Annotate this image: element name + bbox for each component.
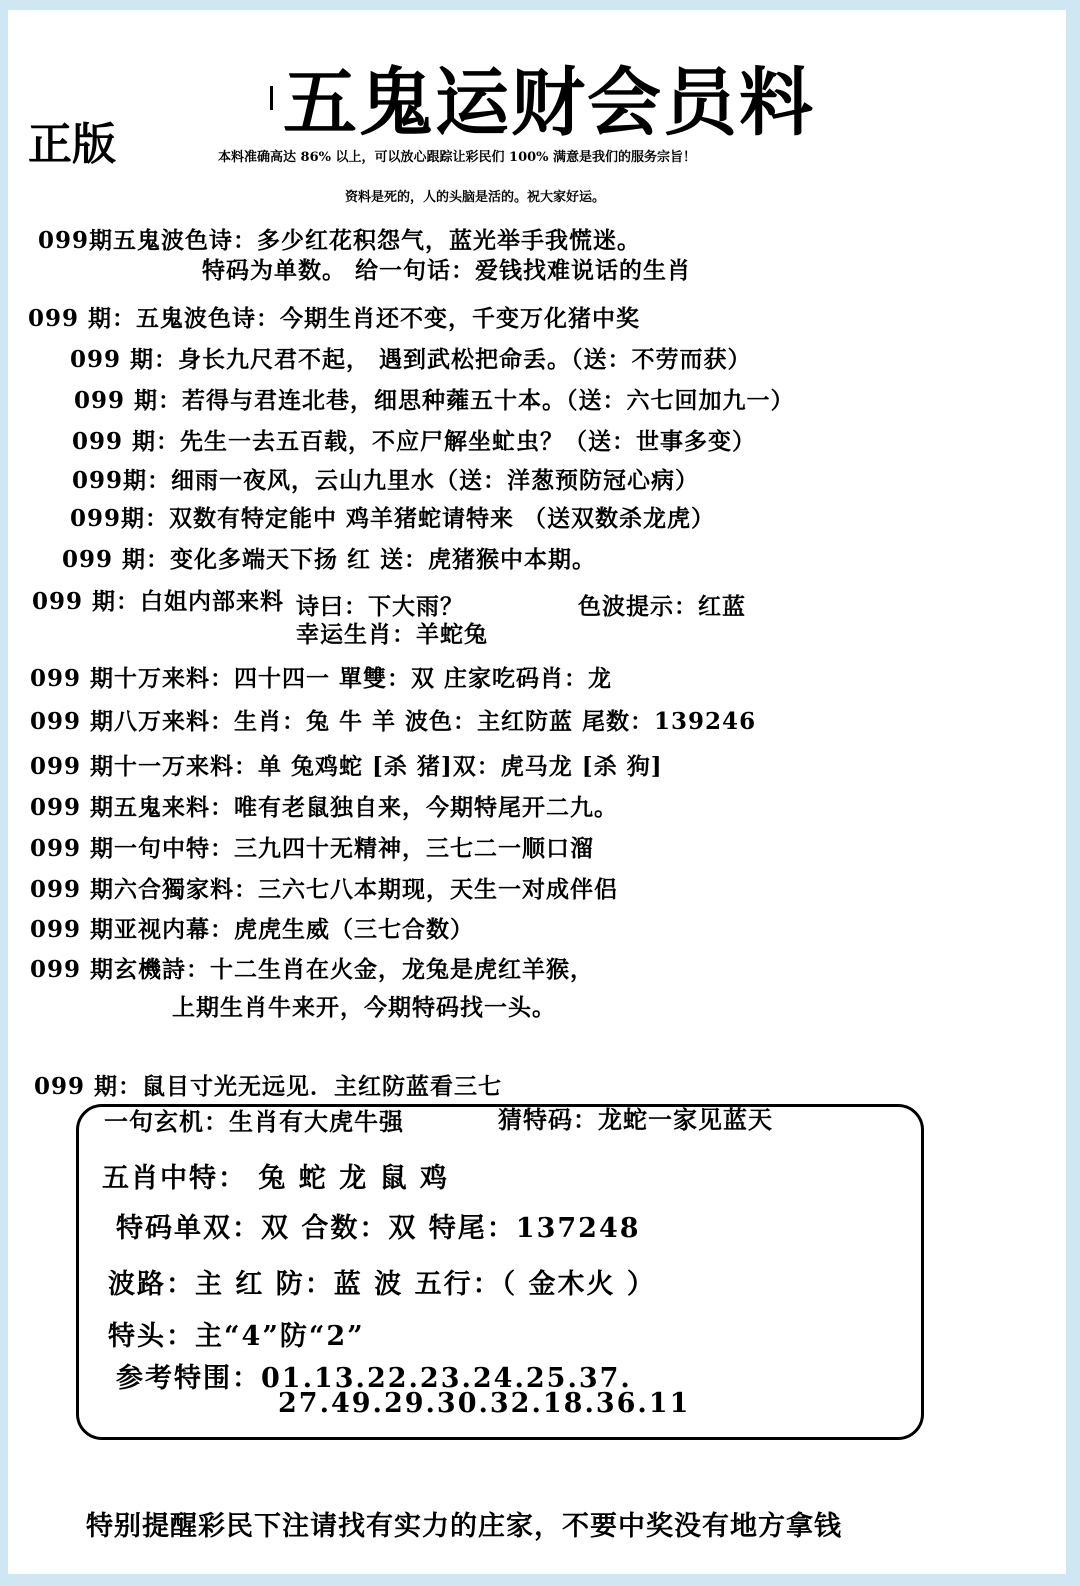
line-wugui-poem: 099期五鬼波色诗：多少红花积怨气，蓝光举手我慌迷。 xyxy=(38,227,642,254)
edition-label: 正版 xyxy=(28,119,116,170)
right-border xyxy=(1066,0,1080,1586)
line-xiyu: 099期：细雨一夜风，云山九里水（送：洋葱预防冠心病） xyxy=(72,467,700,494)
line-jun-buqi: 099 期：身长九尺君不起， 遇到武松把命丢。（送：不劳而获） xyxy=(70,346,752,373)
line-wugui-hint: 特码为单数。 给一句话：爱钱找难说话的生肖 xyxy=(202,257,692,284)
line-yashi: 099 期亚视内幕：虎虎生威（三七合数） xyxy=(30,916,475,943)
line-shumu: 099 期：鼠目寸光无远见．主红防蓝看三七 xyxy=(34,1073,503,1100)
title-bar-mark xyxy=(270,86,273,110)
line-shuangshu: 099期：双数有特定能中 鸡羊猪蛇请特来 （送双数杀龙虎） xyxy=(70,505,716,532)
line-bei-xiang: 099 期：若得与君连北巷，细思种蕹五十本。（送：六七回加九一） xyxy=(74,387,795,414)
subtitle-accuracy: 本料准确高达 86% 以上，可以放心跟踪让彩民们 100% 满意是我们的服务宗旨！ xyxy=(218,150,697,165)
line-80k: 099 期八万来料：生肖：兔 牛 羊 波色：主红防蓝 尾数：139246 xyxy=(30,708,757,735)
line-baijie-lucky: 幸运生肖：羊蛇兔 xyxy=(296,621,488,648)
box-guess-code: 猜特码：龙蛇一家见蓝天 xyxy=(498,1105,773,1134)
line-xuanji-poem: 099 期玄機詩：十二生肖在火金，龙兔是虎红羊猴， xyxy=(30,956,595,983)
box-range-2: 27.49.29.30.32.18.36.11 xyxy=(278,1388,691,1419)
top-border xyxy=(0,0,1080,10)
left-border xyxy=(0,0,8,1586)
line-wave-poem: 099 期：五鬼波色诗：今期生肖还不变，千变万化猪中奖 xyxy=(28,305,641,332)
line-baijie-source: 099 期：白姐内部来料 xyxy=(32,588,285,615)
line-110k: 099 期十一万来料：单 兔鸡蛇 [杀 猪]双：虎马龙 [杀 狗] xyxy=(30,753,663,780)
box-head: 特头：主“4”防“2” xyxy=(108,1321,365,1352)
line-100k: 099 期十万来料：四十四一 單雙：双 庄家吃码肖：龙 xyxy=(30,665,613,692)
line-wugui-source: 099 期五鬼来料：唯有老鼠独自来，今期特尾开二九。 xyxy=(30,794,619,821)
line-bianhua: 099 期：变化多端天下扬 红 送：虎猪猴中本期。 xyxy=(62,546,597,573)
box-range-1: 参考特围：01.13.22.23.24.25.37. xyxy=(116,1363,632,1394)
subtitle-luck: 资料是死的，人的头脑是活的。祝大家好运。 xyxy=(345,190,606,205)
line-baijie-poem: 诗曰：下大雨？ xyxy=(296,593,464,620)
line-xuanji-poem-2: 上期生肖牛来开，今期特码找一头。 xyxy=(172,994,556,1021)
box-wave-element: 波路：主 红 防：蓝 波 五行：（ 金木火 ） xyxy=(108,1269,656,1300)
footer-warning: 特别提醒彩民下注请找有实力的庄家，不要中奖没有地方拿钱 xyxy=(86,1511,842,1542)
box-riddle: 一句玄机：生肖有大虎牛强 xyxy=(104,1107,404,1136)
bottom-border xyxy=(0,1574,1080,1586)
line-wubai-zai: 099 期：先生一去五百载，不应尸解坐虻虫？（送：世事多变） xyxy=(72,428,757,455)
box-odd-even: 特码单双：双 合数：双 特尾：137248 xyxy=(116,1213,641,1244)
page-title: 五鬼运财会员料 xyxy=(283,60,815,146)
box-five-zodiac: 五肖中特： 兔 蛇 龙 鼠 鸡 xyxy=(102,1163,449,1194)
line-one-phrase: 099 期一句中特：三九四十无精神，三七二一顺口溜 xyxy=(30,835,595,862)
line-liuhe: 099 期六合獨家料：三六七八本期现，天生一对成伴侣 xyxy=(30,876,619,903)
line-baijie-wave: 色波提示：红蓝 xyxy=(578,593,746,620)
